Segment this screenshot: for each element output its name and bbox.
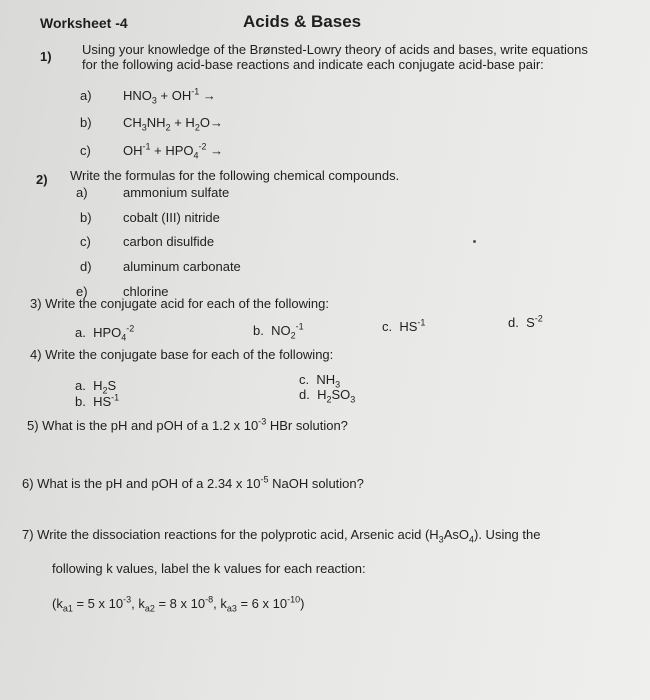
q2-item-d-text: aluminum carbonate — [123, 259, 241, 274]
q1-item-a-label: a) — [80, 88, 92, 103]
q2-number: 2) — [36, 172, 48, 187]
q2-item-c-label: c) — [80, 234, 91, 249]
q7-k-values: ($k_{a1} = 5$ x $10^{-3}$, $k_{a2} = 8$ x $10^{-8}$, $k_{a3} = 6$ x $10^{-10}$) — [52, 594, 305, 614]
q2-item-d-label: d) — [80, 259, 92, 274]
q3-item-d: d. $S^{-2}$ — [508, 313, 543, 330]
q6-text: 6) What is the pH and pOH of a 2.34 x $10^{-5}$ NaOH solution? — [22, 474, 364, 491]
page-title: Acids & Bases — [243, 12, 362, 31]
q5-text: 5) What is the pH and pOH of a 1.2 x $10^{-3}$ HBr solution? — [27, 416, 348, 433]
q1-item-c-label: c) — [80, 143, 91, 158]
q7-text-line1: 7) Write the dissociation reactions for the polyprotic acid, Arsenic acid $(H_3AsO_4)$. Using the — [22, 527, 541, 545]
q2-text: Write the formulas for the following chemical compounds. — [70, 168, 400, 183]
q2-item-b-text: cobalt (III) nitride — [123, 210, 220, 225]
q2-item-e-text: chlorine — [123, 284, 169, 299]
q1-number: 1) — [40, 49, 52, 64]
q1-item-b-label: b) — [80, 115, 92, 130]
q1-text-line2: for the following acid-base reactions and indicate each conjugate acid-base pair: — [82, 57, 544, 72]
q4-text: 4) Write the conjugate base for each of the following: — [30, 347, 334, 362]
q2-item-b-label: b) — [80, 210, 92, 225]
q3-text: 3) Write the conjugate acid for each of the following: — [30, 296, 329, 311]
q1-item-c-equation: $OH^{-1} + HPO_4^{-2}$ → — [123, 141, 224, 161]
worksheet-label: Worksheet -4 — [40, 15, 128, 31]
q2-item-a-text: ammonium sulfate — [123, 185, 230, 200]
q3-item-a: a. $HPO_4^{-2}$ — [75, 323, 135, 343]
q3-item-b: b. $NO_2^{-1}$ — [253, 321, 304, 341]
stray-mark — [473, 240, 476, 243]
q1-item-a-equation: $HNO_3 + OH^{-1}$ → — [123, 86, 216, 106]
q2-item-e-label: e) — [76, 284, 88, 299]
q2-item-c-text: carbon disulfide — [123, 234, 215, 249]
q4-item-b: b. $HS^{-1}$ — [75, 392, 120, 409]
q7-text-line2: following k values, label the k values for each reaction: — [52, 561, 366, 576]
q3-item-c: c. $HS^{-1}$ — [382, 317, 426, 334]
q1-item-b-equation: $CH_3NH_2 + H_2O\to$ — [123, 115, 223, 133]
q1-text-line1: Using your knowledge of the Brønsted-Lowry theory of acids and bases, write equations — [82, 42, 588, 57]
q4-item-c: c. $NH_3$ — [299, 372, 341, 390]
q2-item-a-label: a) — [76, 185, 88, 200]
q4-item-d: d. $H_2SO_3$ — [299, 387, 356, 405]
q4-item-a: a. $H_2S$ — [75, 378, 117, 396]
